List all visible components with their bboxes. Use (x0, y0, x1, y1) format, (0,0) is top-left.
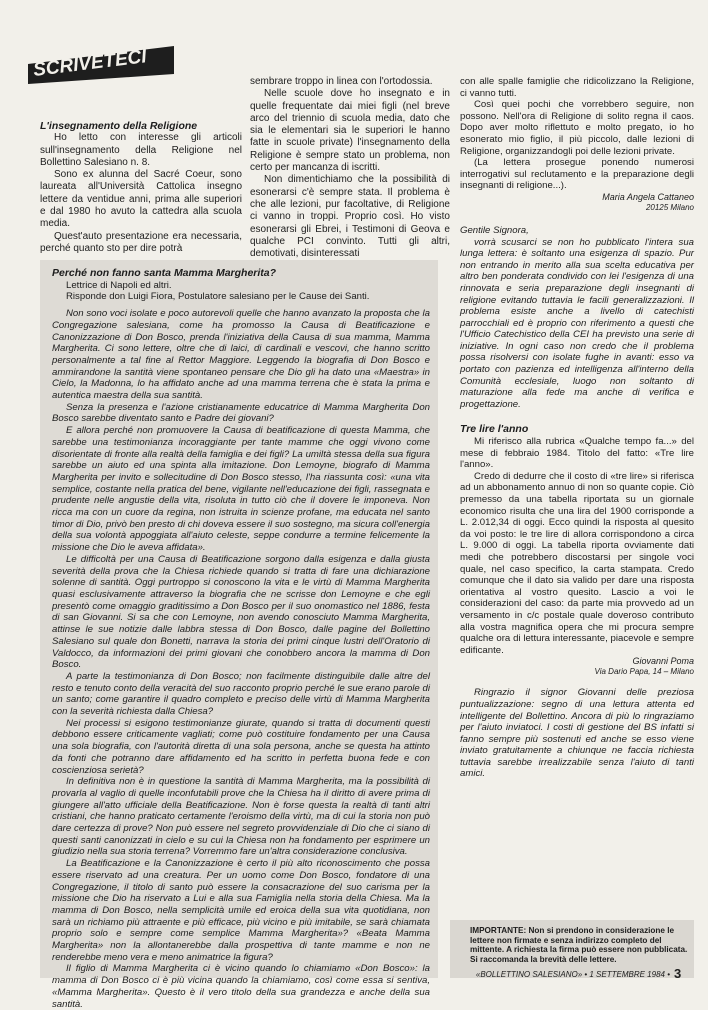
box-paragraph: In definitiva non è in questione la santità di Mamma Margherita, ma la possibilità di provarla al vaglio di quelle inconfutabili prove che la Chiesa ha il diritto di avere prima di giungere all'atto ufficiale della Beatificazione. Non è forse questa la realtà di tanti altri cristiani, che hanno praticato certamente l'eroismo della virtù, ma di cui la storia non può dare certezza di prove? Non può essere nel segreto provvidenziale di Dio che ci siano di questi santi canonizzati in cielo e su cui la Chiesa non ha fondamento per esprimere un giudizio nella sua storia terrena? Vorremmo fare un'altra considerazione conclusiva. (52, 776, 430, 858)
paragraph: con alle spalle famiglie che ridicolizzano la Religione, ci vanno tutti. (460, 76, 694, 99)
important-notice: IMPORTANTE: Non si prendono in considerazione le lettere non firmate e senza indirizzo completo del mittente. A richiesta la firma può essere non pubblicata. Si raccomanda la brevità delle lettere. (470, 926, 688, 964)
paragraph: Sono ex alunna del Sacré Coeur, sono laureata all'Università Cattolica insegno lettere da ventidue anni, prima alle superiori e dal 1980 ho avuto la cattedra alla scuola media. (40, 169, 242, 230)
section-banner (26, 40, 176, 84)
page-number: 3 (674, 966, 682, 981)
paragraph: Ho letto con interesse gli articoli sull'insegnamento della Religione nel Bollettino Salesiano n. 8. (40, 132, 242, 168)
box-paragraph: Il figlio di Mamma Margherita ci è vicino quando lo chiamiamo «Don Bosco»: la mamma di Don Bosco ci è più vicina quando la chiamiamo, così come essa si sentiva, «Mamma Margherita». Questo è il vero titolo della sua grandezza e anche della sua santità. (52, 963, 430, 1010)
signature-place: Via Dario Papa, 14 – Milano (594, 667, 694, 677)
box-intro: Risponde don Luigi Fiora, Postulatore salesiano per le Cause dei Santi. (66, 291, 370, 303)
banner-graphic (26, 40, 176, 84)
signature-name: Giovanni Poma (632, 656, 694, 667)
box-intro: Lettrice di Napoli ed altri. (66, 279, 172, 291)
left-column (40, 120, 242, 255)
reply-text: vorrà scusarci se non ho pubblicato l'intera sua lunga lettera: è soltanto una esigenza di spazio. Pur non entrando in merito alla sua scelta educativa per altro ben ponderata condivido con lei l'esigenza di una rinnovata e seria preparazione degli insegnanti di religione evitando tuttavia le facili generalizzazioni. Il problema esiste anche a livello di catechisti parrocchiali ed è proprio con riferimento a questi che l'Ufficio Catechistico della CEI ha previsto una serie di iniziative. In ogni caso non credo che il problema possa risolversi con isolate fughe in avanti: esso va portato con pazienza ed intelligenza all'interno della Comunità ecclesiale, luogo non soltanto di maturazione alla fede ma anche di verifica e progettazione. (460, 236, 694, 410)
paragraph: Quest'auto presentazione era necessaria, perché quanto sto per dire potrà (40, 230, 242, 254)
footer-text: «BOLLETTINO SALESIANO» • 1 SETTEMBRE 1984 • (475, 970, 670, 979)
box-paragraph: A parte la testimonianza di Don Bosco; non facilmente distinguibile dalle altre del resto e tenuto conto della veracità del suo racconto proprio perché le sue erano parole di un santo; come garantire il quadro completo e preciso delle virtù di Mamma Margherita con la severità richiesta dalla Chiesa? (52, 670, 430, 718)
box-paragraph: Nei processi si esigono testimonianze giurate, quando si tratta di documenti questi debbono essere criticamente vagliati; come può costituire fondamento per una Causa una sola biografia, con l'autorità diretta di una sola persona, anche se questa ha attinto da fonti che potranno dare affidamento ed ha scritto in perfetta buona fede e con coscienziosa serietà? (52, 717, 430, 776)
signature-name: Maria Angela Cattaneo (602, 191, 694, 202)
paragraph: sembrare troppo in linea con l'ortodossia. (250, 76, 433, 87)
box-paragraph: La Beatificazione e la Canonizzazione è certo il più alto riconoscimento che possa essere riservato ad una creatura. Per un uomo come Don Bosco, fondatore di una Congregazione, il titolo di santo può essere la consacrazione del suo carisma per la missione che Dio ha riservato a Lui e alla sua Famiglia nella storia della Chiesa. Ma la mamma di Don Bosco, nella semplicità umile ed eroica della sua vita quotidiana, non sarà un richiamo più attraente e più efficace, più vicino e più imitabile, se sarà chiamata proprio solo e sempre come semplice Mamma Margherita»? «Beata Mamma Margherita» non la allontanerebbe dalla prospettiva di tante mamme e non ne renderebbe meno vera e meno animatrice la figura? (52, 858, 430, 963)
letter-heading: L'insegnamento della Religione (40, 120, 198, 132)
right-column (460, 76, 694, 780)
signature-place: 20125 Milano (645, 202, 694, 212)
paragraph: Nelle scuole dove ho insegnato e in quelle frequentate dai miei figli (nel breve arco del triennio di scuola media, dato che sia le elementari sia le superiori le hanno fatte in scuole private) l'insegnamento della Religione è sempre stato un problema, non certo per mancanza di iscritti. (250, 88, 450, 174)
paragraph: Credo di dedurre che il costo di «tre lire» si riferisca ad un abbonamento annuo di non so quante copie. Ciò premesso da una tabella riportata su un giornale economico risulta che una lira del 1900 corrisponde a L. 2.012,34 di oggi. Ecco quindi la risposta al quesito da voi posto: le tre lire di allora corrispondono a circa L. 9.000 di oggi. La tabella riporta ovviamente dati medi che potrebbero discostarsi per singole voci quale, nel caso specifico, la carta stampata. Credo comunque che il dato sia valido per dare una risposta orientativa al vostro quesito. Lascio a voi le considerazioni del caso: da parte mia provvedo ad un versamento in c/c postale quale doveroso contributo alla vostra magnifica opera che mi procura sempre qualche ora di lettura interessante, piacevole e sempre edificante. (460, 470, 694, 656)
letter-heading: Tre lire l'anno (460, 423, 529, 436)
answer-box-content (52, 268, 430, 1010)
box-paragraph: Senza la presenza e l'azione cristianamente educatrice di Mamma Margherita Don Bosco sarebbe diventato santo e Padre dei giovani? (52, 401, 430, 425)
reply-text: Ringrazio il signor Giovanni delle preziosa puntualizzazione: segno di una lettura attenta ed intelligente del Bollettino. Ancora di più lo ringraziamo per l'aiuto inviatoci. I costi di gestione del BS infatti si fanno sempre più sostenuti ed anche se esso viene inviato gratuitamente a chiunque ne faccia richiesta tuttavia sarebbe irrealizzabile senza l'aiuto di tanti amici. (460, 687, 694, 780)
reply-greeting: Gentile Signora, (460, 224, 529, 236)
paragraph: Così quei pochi che vorrebbero seguire, non possono. Nell'ora di Religione di solito regna il caos. Dopo aver molto riflettuto e molto pregato, io ho esonerato mio figlio, il più piccolo, dalle lezioni di Religione, organizzandogli poi delle lezioni private. (460, 99, 694, 157)
paragraph: (La lettera prosegue ponendo numerosi interrogativi sul reclutamento e la preparazione degli insegnanti di religione...). (460, 157, 694, 192)
box-paragraph: Le difficoltà per una Causa di Beatificazione sorgono dalla esigenza e dalla giusta severità della prova che la Chiesa richiede quando si tratta di fare una dichiarazione solenne di santità. Oggi purtroppo si conoscono la vita e le virtù di Mamma Margherita quasi esclusivamente attraverso la biografia che ne scrisse don Lemoyne e che egli presentò come omaggio graditissimo a Don Bosco per il suo onomastico nel 1886, festa di san Giovanni. Si sa che con Lemoyne, non avendo conosciuto Mamma Margherita, attinse le sue notizie dalle labbra stessa di Don Bosco, dalle pagine del Bollettino Salesiano sul quale don Bonetti, narrava la storia dei primi cinque lustri dell'Oratorio di Valdocco, da informazioni dei primi giovani che conobbero ancora la mamma di Don Bosco. (52, 553, 430, 671)
banner-title: SCRIVETECI (32, 46, 148, 81)
box-paragraph: E allora perché non promuovere la Causa di beatificazione di questa Mamma, che sarebbe una testimonianza incoraggiante per tante mamme che oggi vivono come disorientate di fronte alla realtà della famiglia e dei figli? La umiltà stessa della sua figura sarebbe un aiuto ed una spinta alla imitazione. Don Lemoyne, biografo di Mamma Margherita per invito e sollecitudine di Don Bosco stesso, l'ha riassunta così: «una vita semplice, costante nella pratica del bene, vigilante nell'educazione dei figli, rassegnata e prudente nelle angustie della vita, risoluta in tutto ciò che il dovere le imponeva. Non ricca ma con un cuore da regina, non istruita in scienze profane, ma educata nel santo timor di Dio, privò ben presto di chi doveva essere il suo sostegno, ma sicura coll'energia della sua volontà appoggiata all'aiuto celeste, seppe condurre a termine felicemente la missione che Dio le aveva affidata». (52, 425, 430, 554)
paragraph: Non dimentichiamo che la possibilità di esonerarsi c'è sempre stata. Il problema è che alle lezioni, pur facoltative, di Religione ci vanno in troppi. Proprio così. Ho visto esonerarsi gli Ebrei, i Testimoni di Geova e qualche PCI convinto. Tutti gli altri, demotivati, disinteressati (250, 174, 450, 260)
middle-column (250, 76, 450, 260)
box-paragraph: Non sono voci isolate e poco autorevoli quelle che hanno avanzato la proposta che la Congregazione salesiana, come ha promosso la Causa di Beatificazione e Canonizzazione di Don Bosco, prenda l'iniziativa della Causa di sua mamma, Mamma Margherita. Ci sono lettere, oltre che di laici, di cardinali e vescovi, che hanno scritto personalmente a tal fine al Rettor Maggiore. Leggendo la biografia di Don Bosco e ammirandone la santità viene spontaneo pensare che Dio gli ha dato una «Maestra» in Cielo, la Madonna, lo ha affidato anche ad una mamma terrena che è stata la prima e autentica maestra della sua santità. (52, 308, 430, 402)
box-heading: Perché non fanno santa Mamma Margherita? (52, 267, 277, 279)
paragraph: Mi riferisco alla rubrica «Qualche tempo fa...» del mese di febbraio 1984. Titolo del fatto: «Tre lire l'anno». (460, 436, 694, 471)
